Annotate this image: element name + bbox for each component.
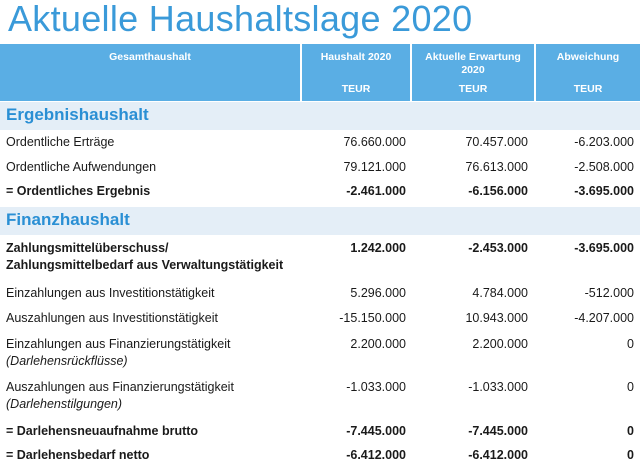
header-divider: [410, 44, 412, 101]
header-aktuelle-erwartung: Aktuelle Erwartung 2020 TEUR: [425, 51, 521, 95]
table-header: [0, 44, 640, 101]
section-ergebnishaushalt: Ergebnishaushalt: [0, 102, 640, 130]
header-haushalt-2020: Haushalt 2020 TEUR: [320, 51, 392, 95]
header-divider: [534, 44, 536, 101]
header-divider: [300, 44, 302, 101]
header-abweichung: Abweichung TEUR: [556, 51, 620, 95]
header-gesamthaushalt: Gesamthaushalt: [109, 51, 191, 63]
section-finanzhaushalt: Finanzhaushalt: [0, 207, 640, 235]
page-title: Aktuelle Haushaltslage 2020: [8, 0, 473, 39]
